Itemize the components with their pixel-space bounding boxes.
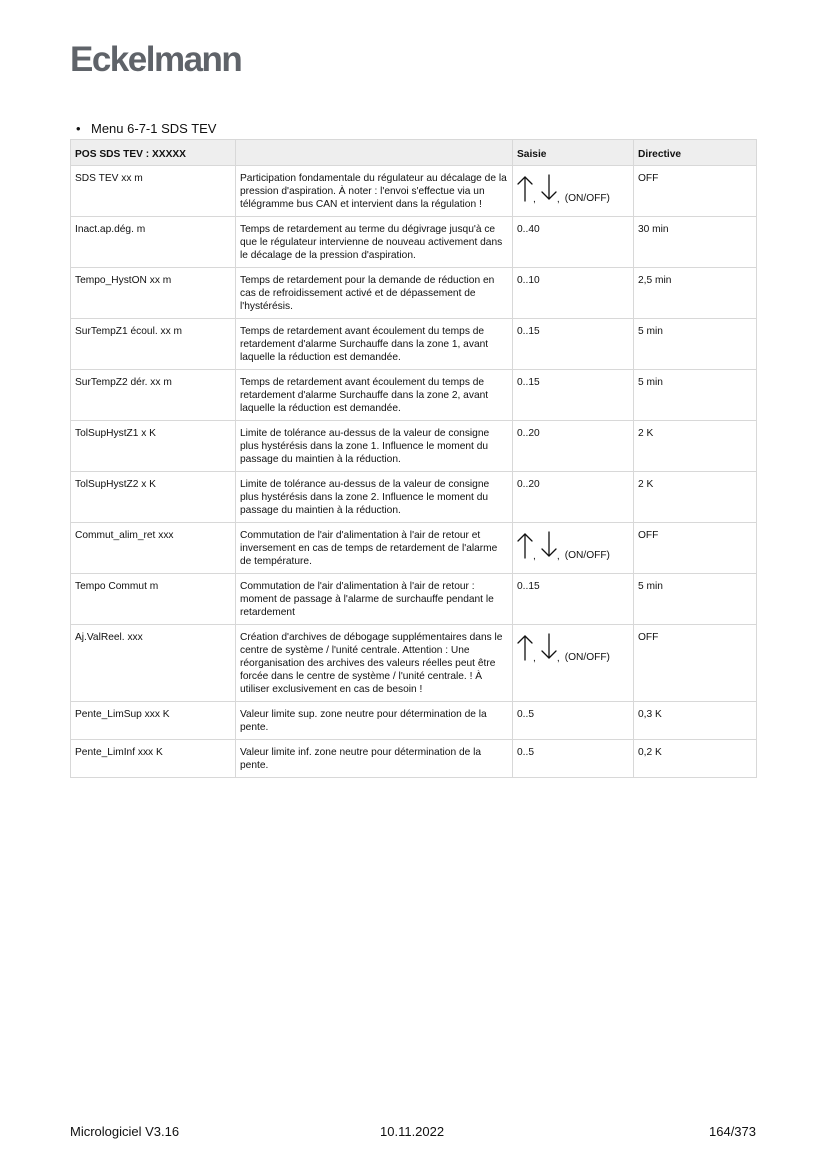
entry-cell: 0..10	[513, 268, 634, 319]
pos-cell: Pente_LimInf xxx K	[71, 740, 236, 778]
pos-cell: TolSupHystZ2 x K	[71, 472, 236, 523]
default-cell: 30 min	[634, 217, 757, 268]
arrow-entry	[517, 174, 610, 206]
table-row	[71, 472, 757, 523]
default-cell: OFF	[634, 166, 757, 217]
entry-cell	[513, 523, 634, 574]
description-cell: Commutation de l'air d'alimentation à l'air de retour et inversement en cas de temps de retardement de l'alarme de température.	[236, 523, 513, 574]
separator: ,	[533, 551, 536, 562]
entry-cell: 0..5	[513, 740, 634, 778]
pos-cell: Inact.ap.dég. m	[71, 217, 236, 268]
parameter-table	[70, 139, 757, 778]
entry-value: (ON/OFF)	[564, 550, 610, 561]
menu-heading	[76, 121, 216, 137]
pos-cell: Tempo Commut m	[71, 574, 236, 625]
arrow-up-icon	[517, 174, 533, 204]
entry-cell: 0..5	[513, 702, 634, 740]
table-row	[71, 421, 757, 472]
footer-date: 10.11.2022	[380, 1124, 445, 1139]
table-row	[71, 217, 757, 268]
separator: ,	[556, 653, 560, 664]
description-cell: Participation fondamentale du régulateur au décalage de la pression d'aspiration. À noter : l'envoi s'effectue via un télégramme bus CAN et intervient dans la régulation !	[236, 166, 513, 217]
description-cell: Temps de retardement avant écoulement du temps de retardement d'alarme Surchauffe dans la zone 2, avant laquelle la réduction est demandée.	[236, 370, 513, 421]
table-body	[71, 166, 757, 778]
arrow-down-icon	[541, 174, 557, 204]
default-cell: OFF	[634, 625, 757, 702]
separator: ,	[556, 551, 560, 562]
entry-cell: 0..15	[513, 370, 634, 421]
description-cell: Temps de retardement au terme du dégivrage jusqu'à ce que le régulateur intervienne de nouveau activement dans le décalage de la pression d'aspiration.	[236, 217, 513, 268]
pos-cell: Tempo_HystON xx m	[71, 268, 236, 319]
description-cell: Limite de tolérance au-dessus de la valeur de consigne plus hystérésis dans la zone 2. Influence le moment du passage du maintien à la réduction.	[236, 472, 513, 523]
entry-value: (ON/OFF)	[564, 193, 610, 204]
default-cell: 5 min	[634, 319, 757, 370]
table-row	[71, 523, 757, 574]
pos-cell: Commut_alim_ret xxx	[71, 523, 236, 574]
arrow-up-icon	[517, 531, 533, 561]
footer-firmware-version: Micrologiciel V3.16	[70, 1124, 180, 1139]
default-cell: OFF	[634, 523, 757, 574]
default-cell: 2 K	[634, 421, 757, 472]
description-cell: Valeur limite inf. zone neutre pour détermination de la pente.	[236, 740, 513, 778]
separator: ,	[556, 194, 560, 205]
description-cell: Création d'archives de débogage supplémentaires dans le centre de système / l'unité centrale. Attention : Une réorganisation des archives des valeurs réelles peut être forcée dans le centre de système / l'unité centrale. ! À utiliser exclusivement en cas de besoin !	[236, 625, 513, 702]
default-cell: 2 K	[634, 472, 757, 523]
default-cell: 5 min	[634, 370, 757, 421]
arrow-up-icon	[517, 633, 533, 663]
footer-page-number: 164/373	[709, 1124, 756, 1139]
entry-cell	[513, 166, 634, 217]
arrow-down-icon	[541, 531, 557, 561]
menu-heading-text: Menu 6-7-1 SDS TEV	[91, 121, 217, 136]
pos-cell: Aj.ValReel. xxx	[71, 625, 236, 702]
table-row	[71, 702, 757, 740]
table-row	[71, 319, 757, 370]
pos-cell: SurTempZ2 dér. xx m	[71, 370, 236, 421]
entry-cell: 0..20	[513, 421, 634, 472]
header-description	[236, 140, 513, 166]
description-cell: Temps de retardement avant écoulement du temps de retardement d'alarme Surchauffe dans la zone 1, avant laquelle la réduction est demandée.	[236, 319, 513, 370]
entry-cell: 0..15	[513, 319, 634, 370]
pos-cell: TolSupHystZ1 x K	[71, 421, 236, 472]
arrow-down-icon	[541, 633, 557, 663]
header-pos: POS SDS TEV : XXXXX	[71, 140, 236, 166]
entry-cell: 0..40	[513, 217, 634, 268]
pos-cell: SDS TEV xx m	[71, 166, 236, 217]
table-row	[71, 574, 757, 625]
default-cell: 2,5 min	[634, 268, 757, 319]
header-entry: Saisie	[513, 140, 634, 166]
arrow-entry	[517, 531, 610, 563]
header-default: Directive	[634, 140, 757, 166]
table-row	[71, 166, 757, 217]
table-row	[71, 370, 757, 421]
separator: ,	[533, 653, 536, 664]
description-cell: Commutation de l'air d'alimentation à l'air de retour : moment de passage à l'alarme de surchauffe pendant le retardement	[236, 574, 513, 625]
table-row	[71, 268, 757, 319]
description-cell: Temps de retardement pour la demande de réduction en cas de refroidissement activé et de dépassement de l'hystérésis.	[236, 268, 513, 319]
default-cell: 5 min	[634, 574, 757, 625]
description-cell: Valeur limite sup. zone neutre pour détermination de la pente.	[236, 702, 513, 740]
description-cell: Limite de tolérance au-dessus de la valeur de consigne plus hystérésis dans la zone 1. Influence le moment du passage du maintien à la réduction.	[236, 421, 513, 472]
table-header-row	[71, 140, 757, 166]
arrow-entry	[517, 633, 610, 665]
default-cell: 0,2 K	[634, 740, 757, 778]
entry-cell	[513, 625, 634, 702]
pos-cell: SurTempZ1 écoul. xx m	[71, 319, 236, 370]
entry-cell: 0..15	[513, 574, 634, 625]
bullet-icon: •	[76, 121, 81, 136]
company-logo: Eckelmann	[70, 40, 242, 79]
pos-cell: Pente_LimSup xxx K	[71, 702, 236, 740]
separator: ,	[533, 194, 536, 205]
entry-value: (ON/OFF)	[564, 652, 610, 663]
entry-cell: 0..20	[513, 472, 634, 523]
table-row	[71, 740, 757, 778]
default-cell: 0,3 K	[634, 702, 757, 740]
table-row	[71, 625, 757, 702]
